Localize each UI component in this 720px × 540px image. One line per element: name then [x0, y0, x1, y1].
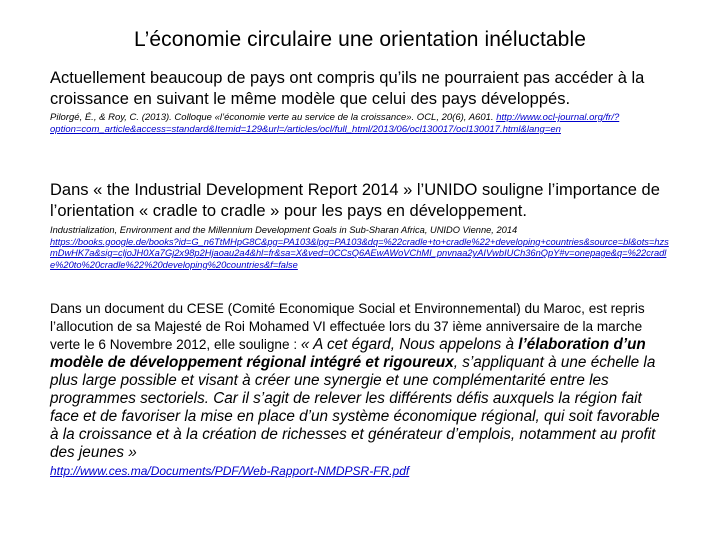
paragraph-unido: Dans « the Industrial Development Report 2014 » l’UNIDO souligne l’importance de l’orientation « cradle to cradle » pour les pays en développement.: [50, 181, 660, 220]
citation-ocl-text: Pilorgé, É., & Roy, C. (2013). Colloque «l’économie verte au service de la croissance». OCL, 20(6), A601.: [50, 112, 494, 123]
royal-quote: [50, 336, 660, 461]
royal-quote-start: « A cet égard, Nous appelons à: [300, 336, 519, 353]
citation-ocl-link[interactable]: http://www.ocl-journal.org/fr/?option=com_article&access=standard&Itemid=129&url=/articles/ocl/full_html/2013/06/ocl130017/ocl130017.html&lang=en: [50, 112, 620, 135]
citation-unido-link[interactable]: https://books.google.de/books?id=G_n6TtMHpG8C&pg=PA103&lpg=PA103&dq=%22cradle+to+cradle%22+developing+countries&source=bl&ots=hzsmDwHK7a&sig=cljoJH0Xa7Gj2x98p2Hjaoau2a4&hl=fr&sa=X&ved=0CCsQ6AEwAWoVChMI_pnvnaa2yAIVwbIUCh36nQpY#v=onepage&q=%22cradle%20to%20cradle%22%20developing%20countries&f=false: [50, 236, 669, 270]
royal-quote-emphasis: l’élaboration d’un modèle de développement régional intégré et rigoureux: [50, 336, 646, 371]
slide-title: L’économie circulaire une orientation inéluctable: [133, 28, 586, 51]
citation-unido: [50, 225, 670, 271]
royal-quote-end: , s’appliquant à une échelle la plus large possible et visant à créer une synergie et une complémentarité entre les programmes sectoriels. Car il s’agit de relever les différents défis auxquels la région fait face et de favoriser la mise en place d’un système économique régional, qui soit favorable à la croissance et à la création de richesses et générateur d’emplois, notamment au profit des jeunes »: [50, 354, 660, 461]
cese-report-link[interactable]: http://www.ces.ma/Documents/PDF/Web-Rapport-NMDPSR-FR.pdf: [50, 464, 410, 478]
paragraph-growth-model: Actuellement beaucoup de pays ont compris qu’ils ne pourraient pas accéder à la croissance en suivant le même modèle que celui des pays développés.: [50, 69, 645, 108]
cese-intro-text: Dans un document du CESE (Comité Economique Social et Environnemental) du Maroc, est repris l’allocution de sa Majesté de Roi Mohamed VI effectuée lors du 37 ième anniversaire de la marche verte le 6 Novembre 2012, elle souligne :: [50, 301, 645, 352]
paragraph-cese: [50, 300, 670, 480]
citation-unido-text: Industrialization, Environment and the Millennium Development Goals in Sub-Sharan Africa, UNIDO Vienne, 2014: [50, 225, 518, 235]
citation-ocl: [50, 112, 670, 136]
